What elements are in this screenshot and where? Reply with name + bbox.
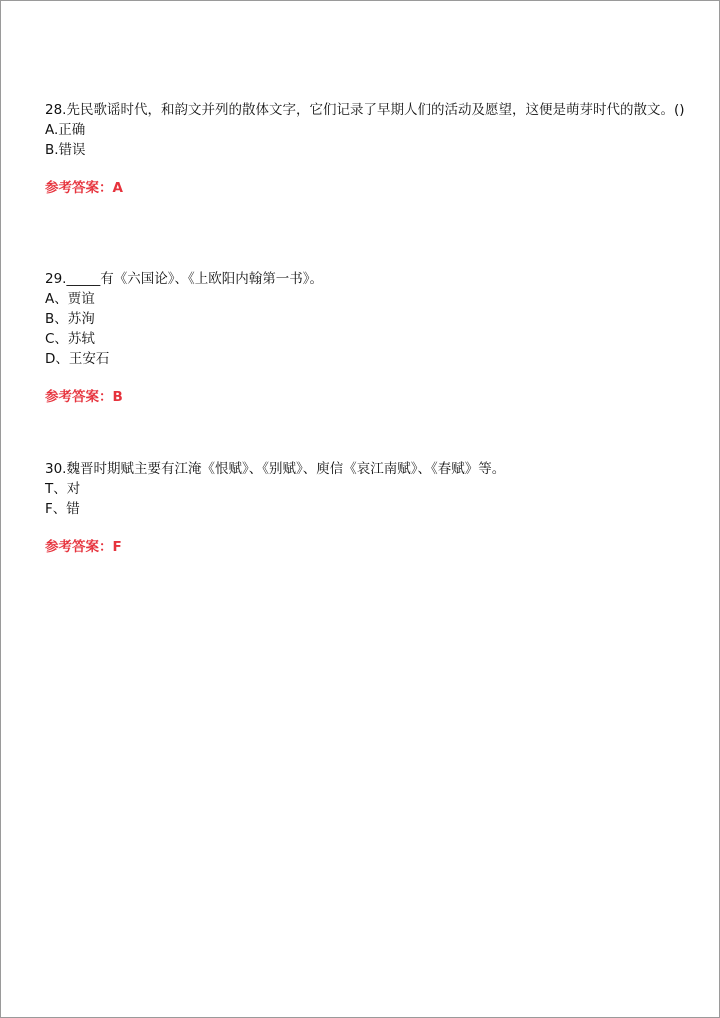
option-f: F、错	[45, 501, 80, 517]
question-text: 28.先民歌谣时代，和韵文并列的散体文字，它们记录了早期人们的活动及愿望，这便是萌芽时代的散文。()	[45, 102, 685, 118]
question-text: 29._____有《六国论》、《上欧阳内翰第一书》。	[45, 271, 323, 287]
question-text: 30.魏晋时期赋主要有江淹《恨赋》、《别赋》、庾信《哀江南赋》、《春赋》等。	[45, 461, 506, 477]
option-a: A、贾谊	[45, 291, 95, 307]
option-a: A.正确	[45, 122, 86, 138]
option-d: D、王安石	[45, 351, 110, 367]
answer-label: 参考答案：A	[45, 180, 123, 196]
question-30	[45, 459, 685, 557]
option-c: C、苏轼	[45, 331, 95, 347]
question-29	[45, 269, 685, 407]
answer-label: 参考答案：F	[45, 539, 122, 555]
answer-label: 参考答案：B	[45, 389, 123, 405]
option-t: T、对	[45, 481, 81, 497]
question-28	[45, 100, 685, 198]
option-b: B.错误	[45, 142, 86, 158]
option-b: B、苏洵	[45, 311, 95, 327]
